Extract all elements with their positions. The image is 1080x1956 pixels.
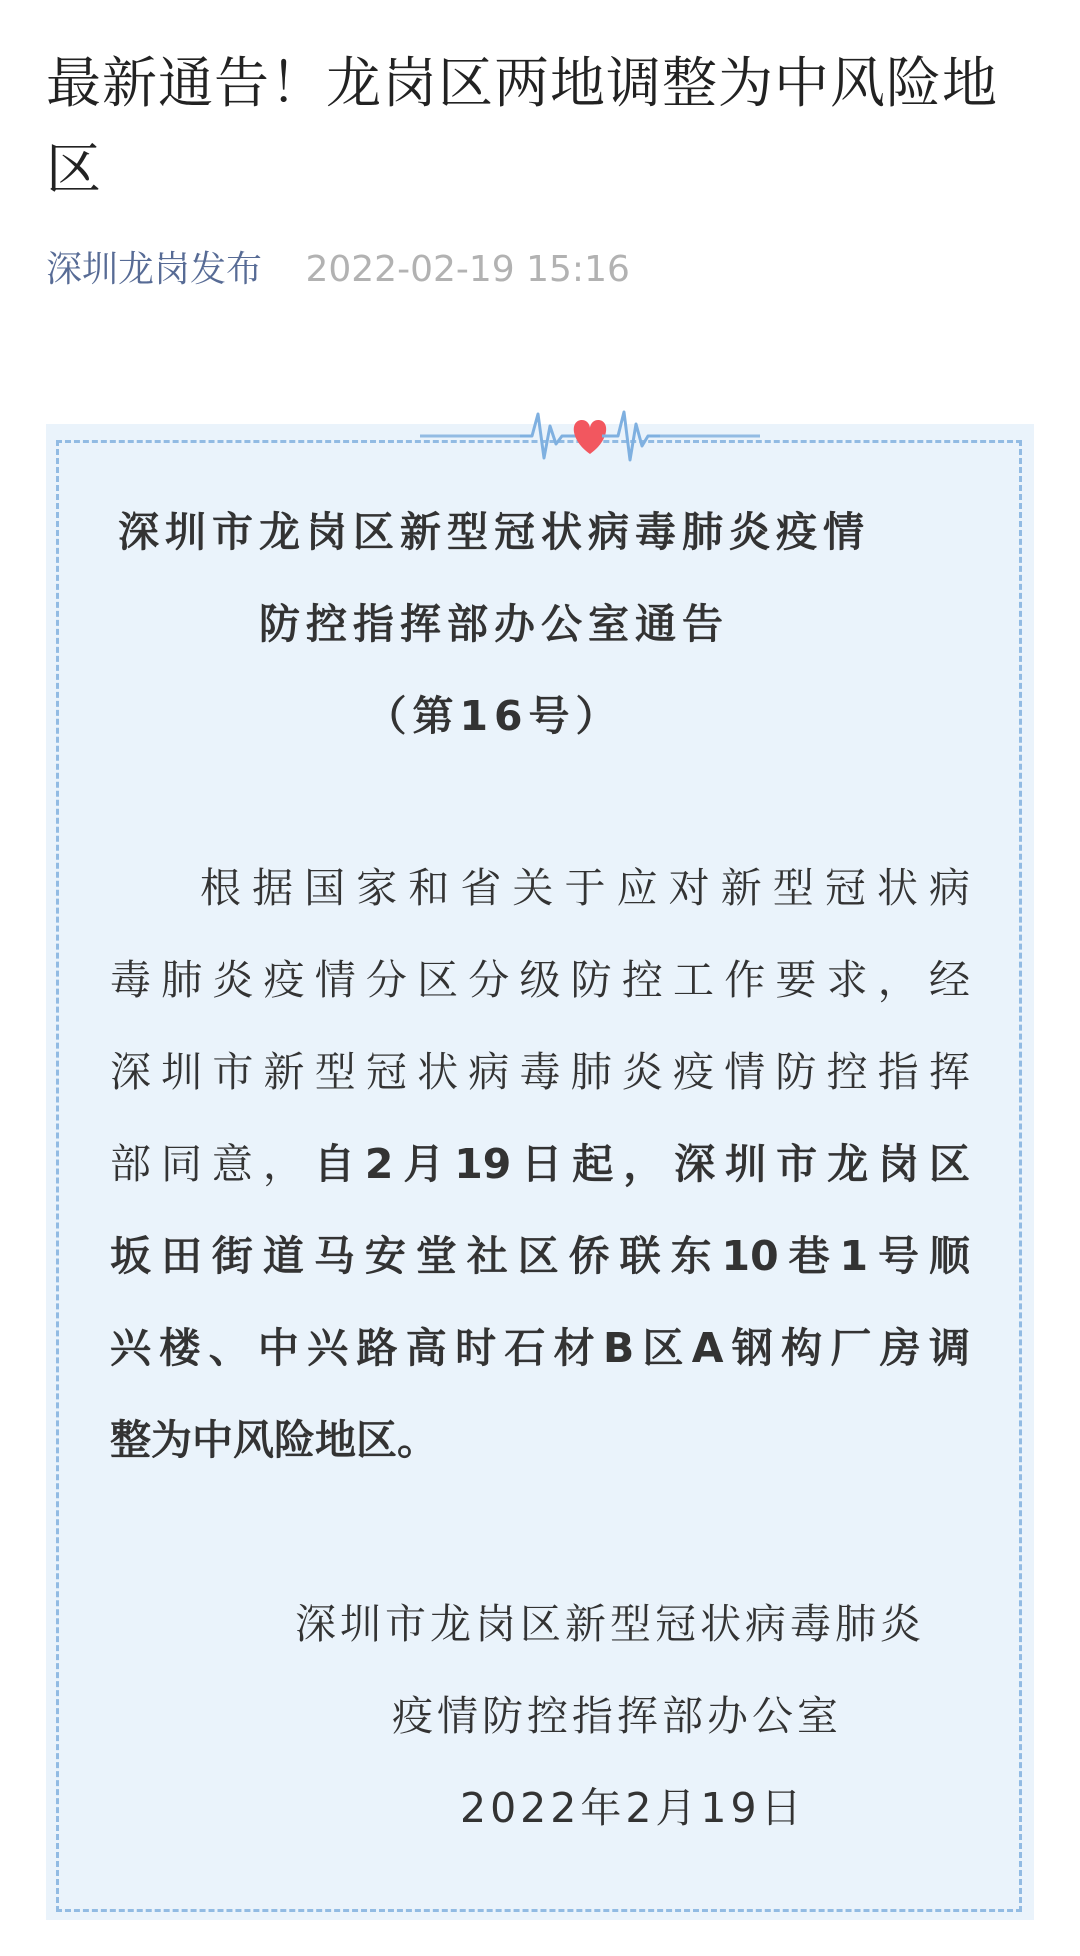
notice-body-line: [110, 950, 970, 1010]
notice-body-line: [200, 858, 970, 918]
signature-line-1: 深圳市龙岗区新型冠状病毒肺炎: [295, 1600, 925, 1648]
signature-date: 2022年2月19日: [460, 1784, 806, 1832]
heartbeat-heart-icon: [420, 406, 760, 476]
body-text: 部同意，: [110, 1140, 314, 1188]
article-title: 最新通告！龙岗区两地调整为中风险地区: [46, 51, 999, 201]
notice-body-line: [110, 1134, 970, 1194]
body-text: 根据国家和省关于应对新型冠状病: [200, 864, 970, 912]
body-text-bold: 坂田街道马安堂社区侨联东10巷1号顺: [110, 1232, 970, 1280]
body-text-bold: 整为中风险地区。: [110, 1416, 438, 1464]
publish-date: 2022-02-19 15:16: [305, 249, 630, 290]
notice-body-line: [110, 1410, 970, 1470]
notice-heading-line-1: 深圳市龙岗区新型冠状病毒肺炎疫情: [118, 508, 870, 556]
account-name-link[interactable]: 深圳龙岗发布: [46, 249, 263, 290]
notice-body-line: [110, 1042, 970, 1102]
page-bottom: [0, 1935, 1080, 1956]
body-text-bold: 自2月19日起，深圳市龙岗区: [313, 1140, 970, 1188]
notice-heading-line-2: 防控指挥部办公室通告: [259, 600, 729, 648]
notice-body-line: [110, 1226, 970, 1286]
body-text: 毒肺炎疫情分区分级防控工作要求，经: [110, 956, 970, 1004]
notice-number: （第16号）: [365, 692, 623, 740]
body-text-bold: 兴楼、中兴路高时石材B区A钢构厂房调: [110, 1324, 970, 1372]
notice-body-line: [110, 1318, 970, 1378]
body-text: 深圳市新型冠状病毒肺炎疫情防控指挥: [110, 1048, 970, 1096]
signature-line-2: 疫情防控指挥部办公室: [392, 1692, 842, 1740]
article-meta: [46, 245, 630, 295]
